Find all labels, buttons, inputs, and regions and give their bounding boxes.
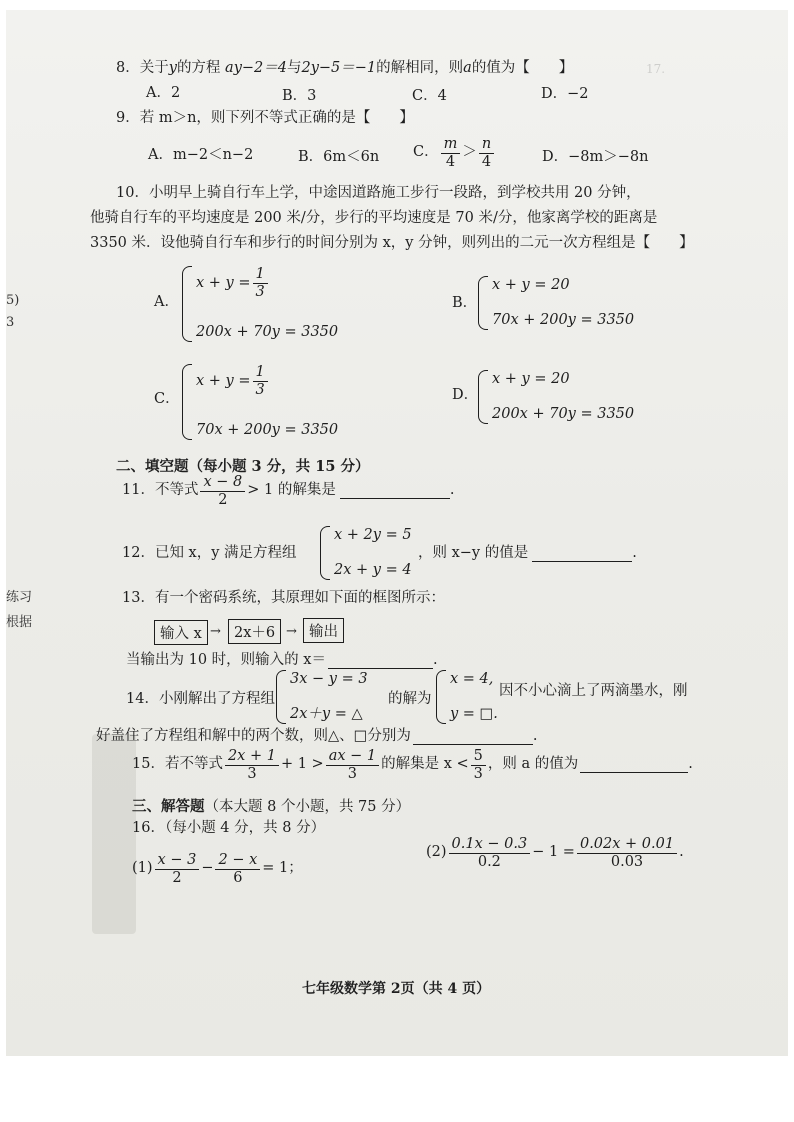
margin-fragment: 3	[6, 315, 15, 330]
question-16-stem: 16．（每小题 4 分，共 8 分）	[132, 820, 326, 836]
question-10-line-3: 3350 米．设他骑自行车和步行的时间分别为 x，y 分钟，则列出的二元一次方程组是【 】	[90, 235, 694, 251]
section-3-heading: 三、解答题（本大题 8 个小题，共 75 分）	[132, 798, 411, 815]
question-15: 15．若不等式 $\frac{2x + 1}{3}$ + 1 > $\frac{ax - 1}{3}$ 的解集是 x < $\frac{5}{3}$ ，则 a 的值为 .	[132, 748, 693, 782]
question-8-option-c: C．4	[412, 88, 447, 104]
flowchart-process-box: 2x＋6	[228, 619, 281, 644]
question-14-suffix: 因不小心滴上了两滴墨水，刚	[499, 683, 688, 699]
question-10-option-c-label: C．	[154, 391, 180, 407]
question-16-part-1: (1) $\frac{x - 3}{2}$ − $\frac{2 - x}{6}$ = 1；	[132, 852, 303, 886]
question-10-line-1: 10．小明早上骑自行车上学，中途因道路施工步行一段路，到学校共用 20 分钟，	[116, 185, 641, 201]
question-9-option-c: C． $\frac{m}{4}$ ＞ $\frac{n}{4}$	[413, 136, 496, 170]
question-14-prefix: 14．小刚解出了方程组	[126, 691, 275, 707]
flowchart-arrow: →	[286, 624, 297, 639]
question-10-option-a-system: x + y = $\frac{1}{3}$ 200x + 70y = 3350	[182, 266, 338, 342]
question-10-option-d-label: D．	[452, 387, 479, 403]
question-16-part-2: (2) $\frac{0.1x - 0.3}{0.2}$ − 1 = $\frac{0.02x + 0.01}{0.03}$ .	[426, 836, 684, 870]
margin-fragment: 5)	[6, 293, 20, 308]
question-8-stem: 8．关于y的方程 ay−2＝4与2y−5＝−1的解相同，则a的值为【 】	[116, 60, 574, 76]
question-12-system: x + 2y = 5 2x + y = 4	[320, 526, 412, 580]
question-9-stem: 9．若 m＞n，则下列不等式正确的是【 】	[116, 110, 414, 126]
question-10-option-b-label: B．	[452, 295, 478, 311]
ink-stain	[92, 734, 136, 934]
question-14-mid: 的解为	[388, 691, 432, 707]
question-14-line-2: 好盖住了方程组和解中的两个数，则△、□分别为 .	[96, 728, 538, 744]
question-14-solution: x = 4, y = □.	[436, 670, 498, 724]
question-13-stem: 13．有一个密码系统，其原理如下面的框图所示：	[122, 590, 445, 606]
question-12-suffix: ，则 x−y 的值是 .	[418, 545, 637, 561]
question-10-option-a-label: A．	[154, 294, 179, 310]
page-footer: 七年级数学第 2页（共 4 页）	[302, 981, 491, 997]
flowchart-output-box: 输出	[303, 618, 344, 643]
question-9-option-b: B．6m＜6n	[298, 149, 380, 165]
question-13-line-2: 当输出为 10 时，则输入的 x＝ .	[126, 652, 438, 668]
question-8-option-d: D．−2	[541, 86, 589, 102]
question-8-option-a: A．2	[146, 85, 181, 101]
question-9-option-a: A．m−2＜n−2	[148, 147, 254, 163]
question-14-system: 3x − y = 3 2x＋y = △	[276, 670, 368, 724]
margin-fragment: 练习	[6, 590, 33, 605]
question-8-option-b: B．3	[282, 88, 317, 104]
question-10-line-2: 他骑自行车的平均速度是 200 米/分，步行的平均速度是 70 米/分，他家离学校的距离是	[90, 210, 658, 226]
question-12-prefix: 12．已知 x，y 满足方程组	[122, 545, 297, 561]
question-10-option-c-system: x + y = $\frac{1}{3}$ 70x + 200y = 3350	[182, 364, 338, 440]
margin-fragment: 根据	[6, 615, 33, 630]
question-11: 11．不等式 $\frac{x - 8}{2}$ > 1 的解集是 .	[122, 474, 455, 508]
section-2-heading: 二、填空题（每小题 3 分，共 15 分）	[116, 458, 370, 475]
flowchart-input-box: 输入 x	[154, 620, 208, 645]
question-10-option-d-system: x + y = 20 200x + 70y = 3350	[478, 370, 634, 424]
question-9-option-d: D．−8m＞−8n	[542, 149, 649, 165]
scanned-page	[6, 10, 788, 1056]
bleed-through: 17.	[646, 62, 666, 76]
flowchart-arrow: →	[210, 624, 221, 639]
question-10-option-b-system: x + y = 20 70x + 200y = 3350	[478, 276, 634, 330]
